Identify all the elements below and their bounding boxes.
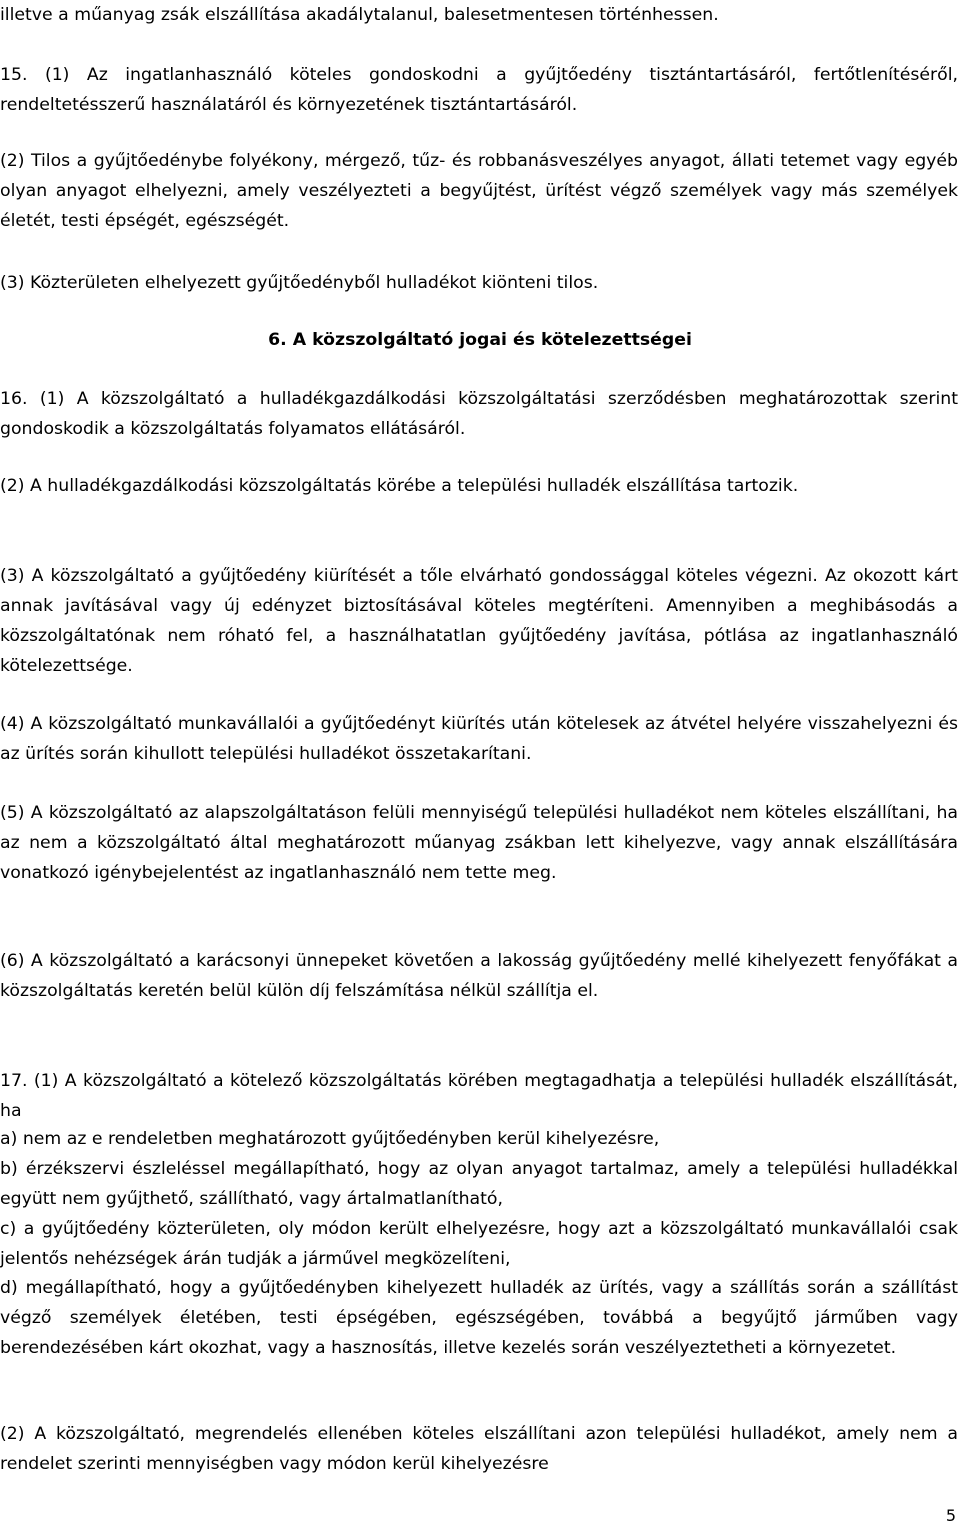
paragraph-15-3: (3) Közterületen elhelyezett gyűjtőedényből hulladékot kiönteni tilos. [0, 273, 599, 293]
paragraph-15-2: (2) Tilos a gyűjtőedénybe folyékony, mérgező, tűz- és robbanásveszélyes anyagot, állati tetemet vagy egyéb olyan anyagot elhelyezni, amely veszélyezteti a begyűjtést, ürítést végző személyek vagy más személyek életét, testi épségét, egészségét. [0, 151, 958, 231]
section-heading: 6. A közszolgáltató jogai és kötelezettségei [268, 330, 692, 350]
paragraph-16-5: (5) A közszolgáltató az alapszolgáltatáson felüli mennyiségű települési hulladékot nem köteles elszállítani, ha az nem a közszolgáltató által meghatározott műanyag zsákban lett kihelyezve, vagy annak elszállítására vonatkozó igénybejelentést az ingatlanhasználó nem tette meg. [0, 803, 958, 883]
list-item-c: c) a gyűjtőedény közterületen, oly módon került elhelyezésre, hogy azt a közszolgáltató munkavállalói csak jelentős nehézségek árán tudják a járművel megközelíteni, [0, 1219, 958, 1269]
list-item-b: b) érzékszervi észleléssel megállapítható, hogy az olyan anyagot tartalmaz, amely a települési hulladékkal együtt nem gyűjthető, szállítható, vagy ártalmatlanítható, [0, 1159, 958, 1209]
list-item-d: d) megállapítható, hogy a gyűjtőedényben kihelyezett hulladék az ürítés, vagy a szállítás során a szállítást végző személyek életében, testi épségében, egészségében, továbbá a begyűjtő járműben vagy berendezésében kárt okozhat, vagy a hasznosítás, illetve kezelés során veszélyeztetheti a környezetet. [0, 1278, 958, 1358]
paragraph-17-2: (2) A közszolgáltató, megrendelés ellenében köteles elszállítani azon települési hulladékot, amely nem a rendelet szerinti mennyiségben vagy módon kerül kihelyezésre [0, 1424, 958, 1474]
paragraph-intro: illetve a műanyag zsák elszállítása akadálytalanul, balesetmentesen történhessen. [0, 5, 719, 25]
list-item-a: a) nem az e rendeletben meghatározott gyűjtőedényben kerül kihelyezésre, [0, 1129, 660, 1149]
paragraph-16-4: (4) A közszolgáltató munkavállalói a gyűjtőedényt kiürítés után kötelesek az átvétel helyére visszahelyezni és az ürítés során kihullott települési hulladékot összetakarítani. [0, 714, 958, 764]
paragraph-16-1: 16. (1) A közszolgáltató a hulladékgazdálkodási közszolgáltatási szerződésben meghatározottak szerint gondoskodik a közszolgáltatás folyamatos ellátásáról. [0, 389, 958, 439]
paragraph-16-2: (2) A hulladékgazdálkodási közszolgáltatás körébe a települési hulladék elszállítása tartozik. [0, 476, 799, 496]
paragraph-17-1: 17. (1) A közszolgáltató a kötelező közszolgáltatás körében megtagadhatja a települési hulladék elszállítását, ha [0, 1071, 958, 1121]
paragraph-16-6: (6) A közszolgáltató a karácsonyi ünnepeket követően a lakosság gyűjtőedény mellé kihelyezett fenyőfákat a közszolgáltatás keretén belül külön díj felszámítása nélkül szállítja el. [0, 951, 958, 1001]
paragraph-15-1: 15. (1) Az ingatlanhasználó köteles gondoskodni a gyűjtőedény tisztántartásáról, fertőtlenítéséről, rendeltetésszerű használatáról és környezetének tisztántartásáról. [0, 65, 958, 115]
paragraph-16-3: (3) A közszolgáltató a gyűjtőedény kiürítését a tőle elvárható gondossággal köteles végezni. Az okozott kárt annak javításával vagy új edényzet biztosításával köteles megtéríteni. Amennyiben a meghibásodás a közszolgáltatónak nem róható fel, a használhatatlan gyűjtőedény javítása, pótlása az ingatlanhasználó kötelezettsége. [0, 566, 958, 676]
page-number: 5 [945, 1506, 956, 1525]
